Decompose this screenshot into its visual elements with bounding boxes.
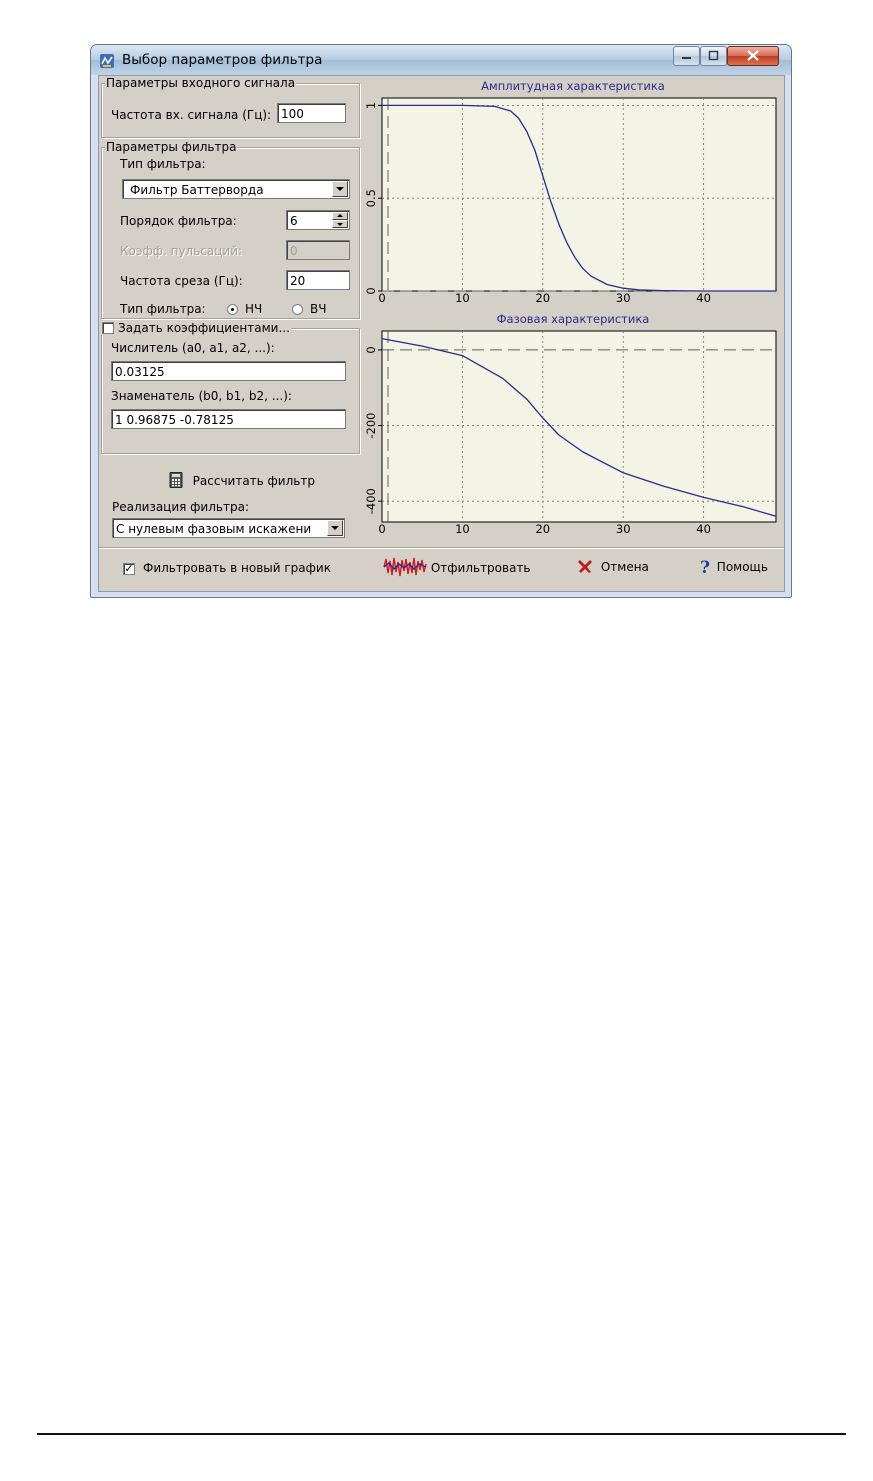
radio-highpass-label[interactable]: ВЧ [310,302,327,316]
input-freq-label: Частота вх. сигнала (Гц): [111,108,272,122]
stepper-up-icon[interactable] [332,212,348,220]
y-tick-label: 0 [364,287,378,295]
cancel-x-icon [577,558,593,574]
cancel-label: Отмена [600,560,649,574]
coefficients-group [101,321,360,454]
x-tick-label: 0 [378,522,386,536]
filter-params-group-label: Параметры фильтра [106,140,237,154]
denominator-label: Знаменатель (b0, b1, b2, ...): [111,389,292,403]
help-label: Помощь [716,560,768,574]
maximize-icon [701,47,726,65]
filter-type-value: Фильтр Баттерворда [130,183,264,197]
chevron-down-icon[interactable] [327,520,343,536]
compute-filter-label: Рассчитать фильтр [192,474,315,488]
help-question-icon: ? [700,558,710,578]
realization-select[interactable] [112,518,345,538]
filtered-signal-icon [383,556,427,578]
realization-value: С нулевым фазовым искажени [116,522,312,536]
numerator-label: Числитель (a0, a1, a2, ...): [111,341,275,355]
apply-filter-label: Отфильтровать [430,561,531,575]
amplitude-title: Амплитудная характеристика [481,79,665,93]
x-tick-label: 20 [535,291,551,305]
filter-dialog-window [90,44,792,598]
radio-lowpass[interactable] [227,304,238,315]
y-tick-label: 0 [364,346,378,354]
new-graph-label[interactable]: Фильтровать в новый график [143,561,331,575]
cancel-button[interactable] [577,558,649,574]
stepper-arrows[interactable] [332,212,348,228]
amplitude-plot [364,98,776,305]
x-tick-label: 40 [696,522,711,536]
minimize-icon [674,47,699,65]
realization-label: Реализация фильтра: [112,500,249,514]
window-title: Выбор параметров фильтра [122,52,323,68]
input-signal-group [101,76,360,138]
y-tick-label: -400 [364,488,378,515]
x-tick-label: 30 [615,291,631,305]
coefficients-legend [101,321,291,335]
y-tick-label: -200 [364,412,378,439]
plots-panel [362,78,783,542]
filter-type-select[interactable] [122,179,350,199]
y-tick-label: 1 [364,101,378,110]
chevron-down-icon[interactable] [332,181,348,197]
y-tick-label: 0.5 [364,189,378,208]
dialog-client-area [98,75,785,592]
app-icon [99,53,115,69]
stepper-down-icon[interactable] [332,220,348,228]
x-tick-label: 40 [696,291,711,305]
new-graph-checkbox[interactable]: ✓ [124,562,134,575]
coefficients-checkbox-label[interactable]: Задать коэффициентами... [118,321,290,335]
apply-filter-button[interactable] [383,556,531,578]
filter-type-label: Тип фильтра: [120,157,206,171]
close-button[interactable] [727,46,779,66]
x-tick-label: 0 [378,291,386,305]
x-tick-label: 20 [535,522,551,536]
phase-plot [364,331,776,536]
bottom-toolbar [99,547,784,591]
filter-order-label: Порядок фильтра: [120,214,237,228]
filter-order-stepper[interactable] [286,210,350,230]
title-bar[interactable] [91,45,791,75]
coefficients-checkbox[interactable] [102,322,114,334]
minimize-button[interactable] [673,46,700,66]
close-icon [728,47,778,65]
numerator-field[interactable]: 0.03125 [111,361,346,381]
calculator-icon [169,472,183,488]
cutoff-field[interactable]: 20 [286,270,350,290]
bottom-separator [99,547,784,549]
page-footer-rule [37,1433,846,1435]
maximize-button[interactable] [700,46,727,66]
filter-params-group [101,140,360,319]
help-button[interactable] [700,558,768,578]
ripple-field: 0 [286,240,350,260]
x-tick-label: 10 [455,291,470,305]
x-tick-label: 30 [615,522,631,536]
phase-title: Фазовая характеристика [496,312,650,326]
compute-filter-button[interactable] [169,472,315,492]
cutoff-label: Частота среза (Гц): [120,274,243,288]
x-tick-label: 10 [455,522,470,536]
radio-lowpass-label[interactable]: НЧ [245,302,263,316]
plot-area [382,331,776,522]
band-type-label: Тип фильтра: [120,302,206,316]
ripple-label: Коэфф. пульсаций: [120,244,243,258]
input-signal-group-label: Параметры входного сигнала [106,76,296,90]
input-freq-field[interactable]: 100 [277,103,346,123]
filter-order-value: 6 [290,214,298,228]
denominator-field[interactable]: 1 0.96875 -0.78125 [111,409,346,429]
radio-highpass[interactable] [292,304,303,315]
